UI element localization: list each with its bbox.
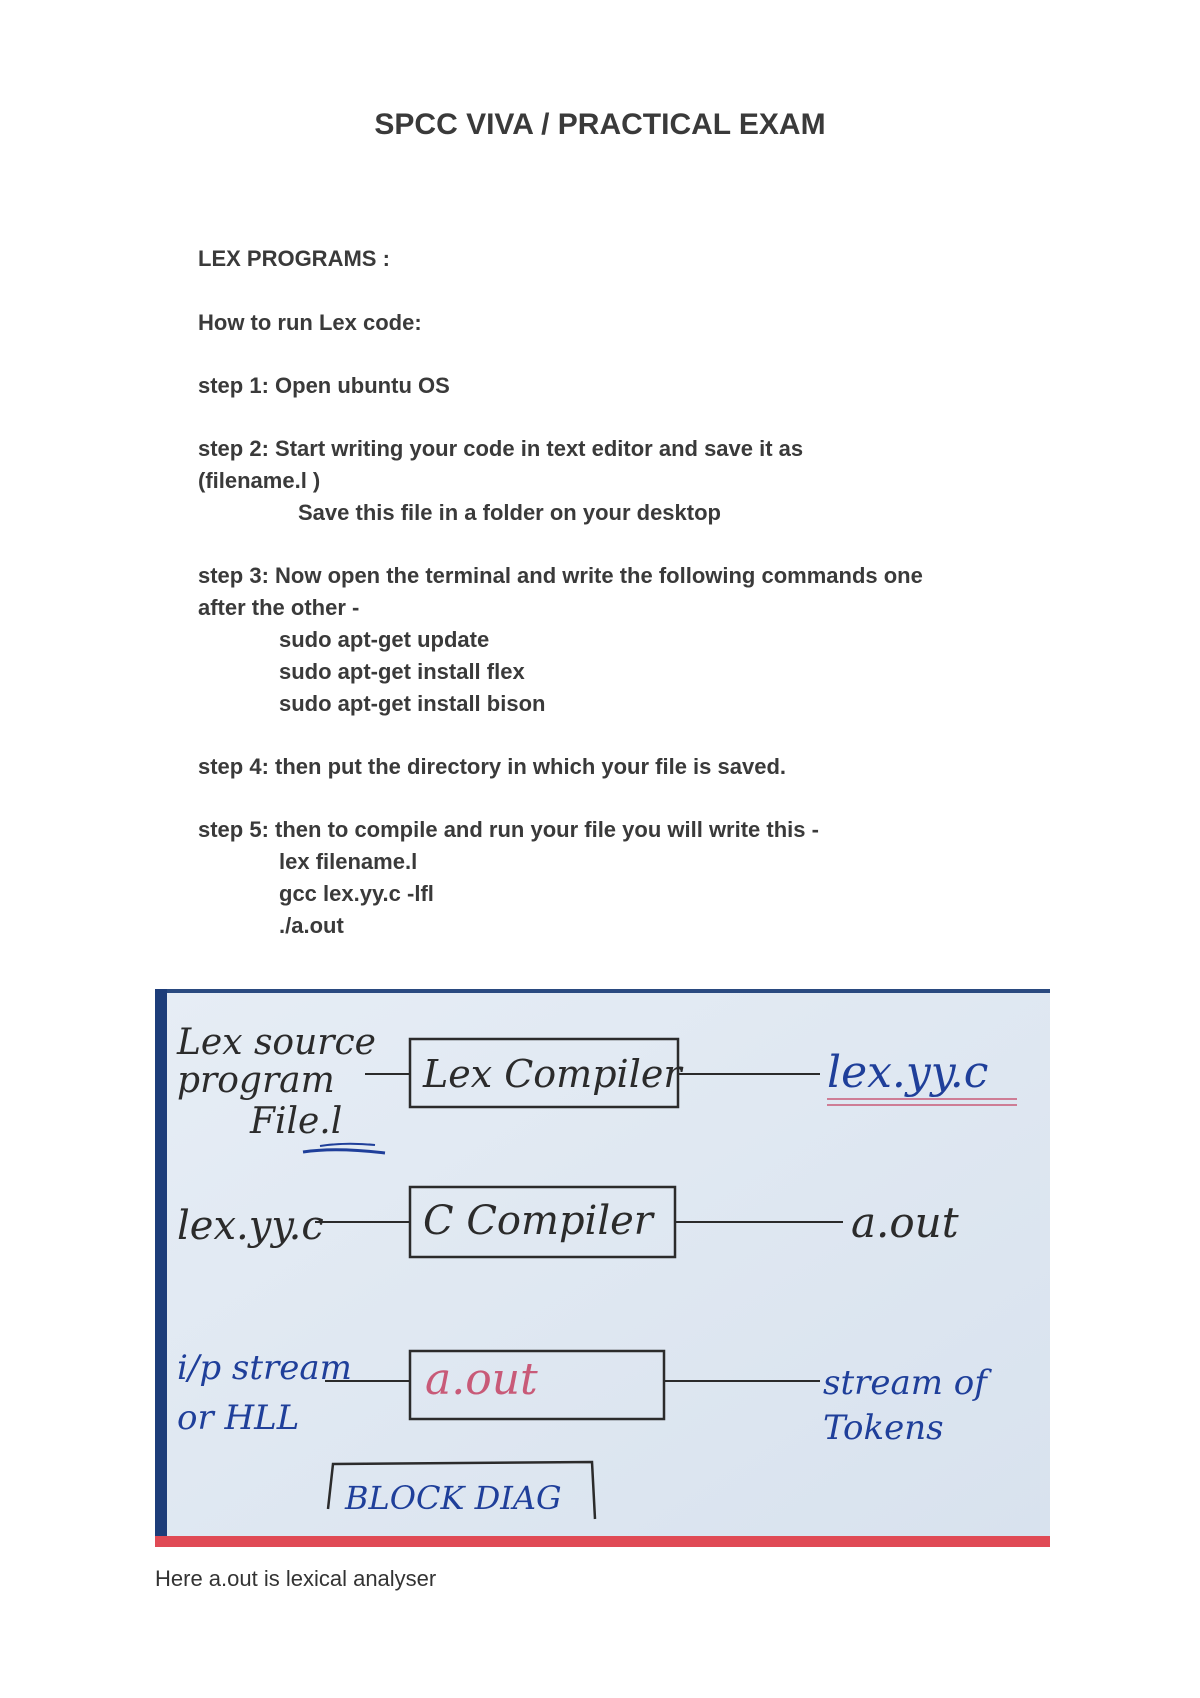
row-3-box-label: a.out xyxy=(425,1354,538,1405)
section-heading: LEX PROGRAMS : xyxy=(198,246,390,271)
intro-text: How to run Lex code: xyxy=(198,310,422,335)
block-diagram xyxy=(155,989,1050,1547)
row-2-input: lex.yy.c xyxy=(177,1203,324,1249)
step-5: step 5: then to compile and run your file you will write this - xyxy=(198,817,819,842)
row-3-output-line-1: stream of xyxy=(823,1363,987,1403)
step-2-line-1: step 2: Start writing your code in text editor and save it as xyxy=(198,436,804,461)
board-left-edge xyxy=(155,989,167,1547)
step-2-line-3: Save this file in a folder on your desktop xyxy=(298,500,721,525)
row-2-output: a.out xyxy=(851,1198,959,1247)
row-1-input-line-3: File.l xyxy=(250,1101,343,1142)
row-3-input-line-2: or HLL xyxy=(177,1398,300,1438)
step-4: step 4: then put the directory in which your file is saved. xyxy=(198,754,787,779)
step-5-command: ./a.out xyxy=(279,913,344,938)
step-3-command: sudo apt-get install bison xyxy=(279,691,546,716)
row-3-input-line-1: i/p stream xyxy=(177,1348,352,1388)
step-3-line-2: after the other - xyxy=(198,595,360,620)
step-5-command: gcc lex.yy.c -lfl xyxy=(279,881,434,906)
block-diag-label: BLOCK DIAG xyxy=(345,1479,562,1517)
row-1-box-label: Lex Compiler xyxy=(423,1052,682,1096)
row-2-box-label: C Compiler xyxy=(423,1198,653,1244)
diagram-caption: Here a.out is lexical analyser xyxy=(155,1566,437,1591)
board-top-edge xyxy=(155,989,1050,993)
step-3-command: sudo apt-get install flex xyxy=(279,659,525,684)
step-1: step 1: Open ubuntu OS xyxy=(198,373,450,398)
step-2-line-2: (filename.l ) xyxy=(198,468,321,493)
row-1-output: lex.yy.c xyxy=(827,1047,989,1098)
step-5-command: lex filename.l xyxy=(279,849,418,874)
step-3-command: sudo apt-get update xyxy=(279,627,490,652)
step-3-line-1: step 3: Now open the terminal and write the following commands one xyxy=(198,563,923,588)
row-3-output-line-2: Tokens xyxy=(823,1408,944,1448)
page-title: SPCC VIVA / PRACTICAL EXAM xyxy=(374,108,826,141)
row-1-input-line-1: Lex source xyxy=(177,1022,376,1063)
board-bottom-edge xyxy=(155,1536,1050,1547)
row-1-input-line-2: program xyxy=(177,1060,335,1101)
block-diagram-photo xyxy=(155,989,1050,1547)
